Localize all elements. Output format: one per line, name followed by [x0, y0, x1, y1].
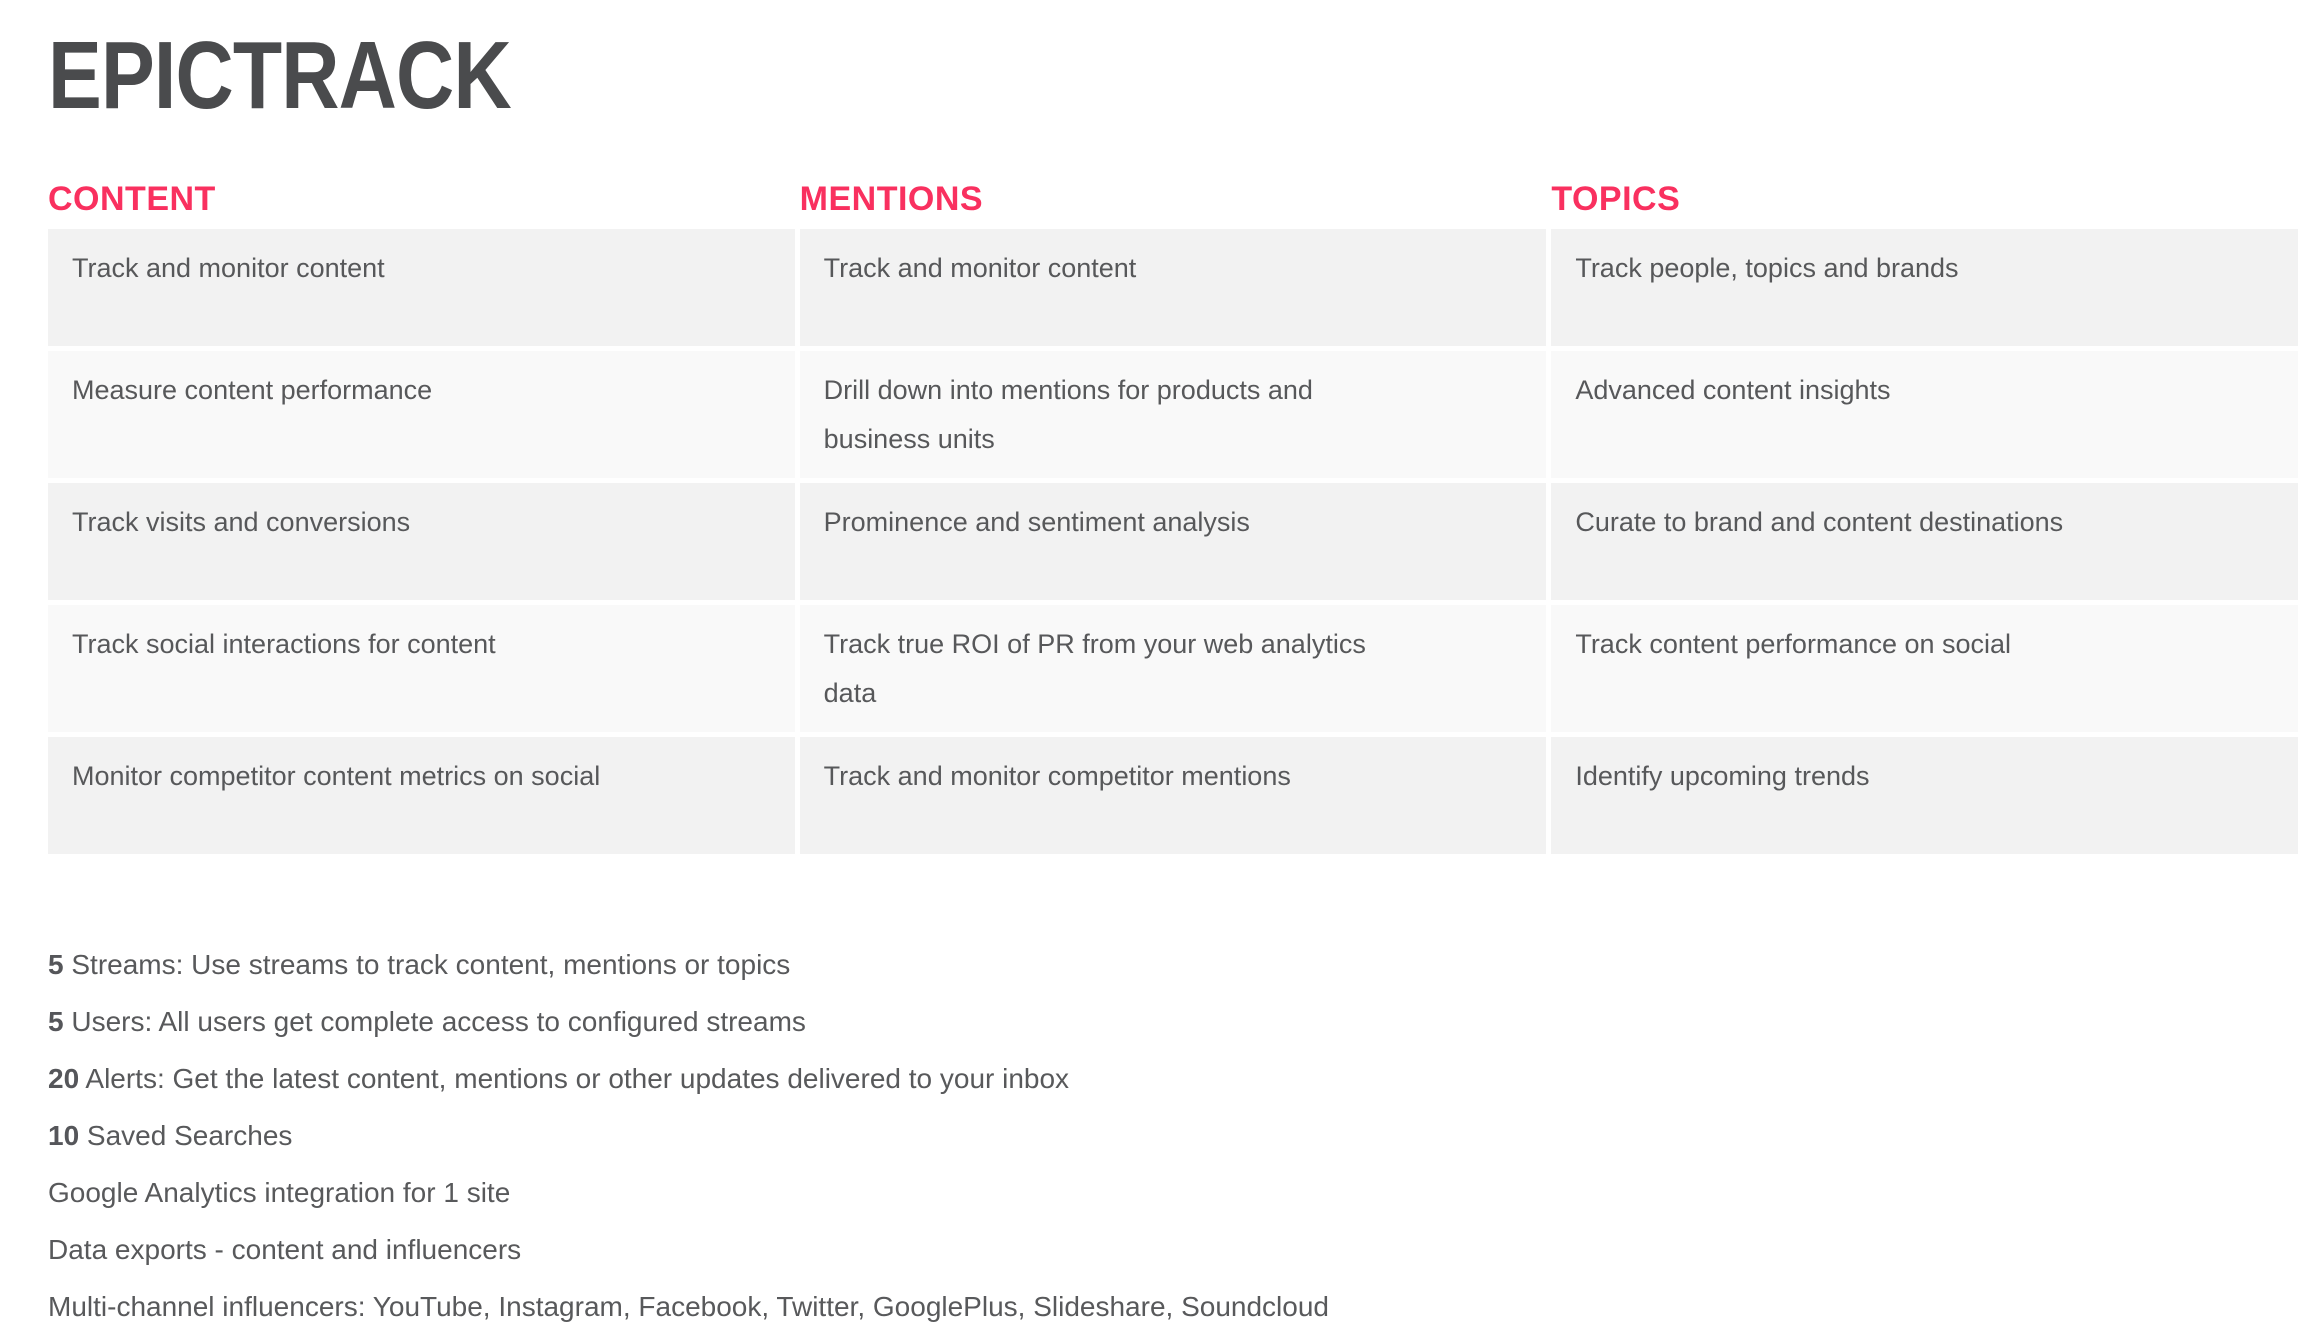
plan-value: 5	[48, 949, 64, 981]
feature-cell-mentions-2	[800, 351, 1547, 478]
plan-value: 20	[48, 1063, 80, 1095]
plan-line-google-analytics	[48, 1176, 2298, 1210]
feature-table	[48, 229, 2298, 854]
plan-text: Data exports - content and influencers	[48, 1234, 522, 1266]
feature-text: Curate to brand and content destinations	[1575, 507, 2064, 538]
feature-cell-topics-4	[1551, 605, 2298, 732]
feature-text: Track content performance on social	[1575, 629, 2012, 660]
feature-text: Track people, topics and brands	[1575, 253, 1959, 283]
column-header-content: CONTENT	[48, 180, 216, 218]
column-headers-row	[48, 182, 2298, 216]
feature-text: Track true ROI of PR from your web analytics data	[823, 629, 1366, 708]
feature-cell-topics-2	[1551, 351, 2298, 478]
feature-cell-mentions-4	[800, 605, 1547, 732]
feature-text: Identify upcoming trends	[1575, 761, 1870, 792]
plan-line-multi-channel	[48, 1290, 2298, 1324]
feature-cell-content-4	[48, 605, 795, 732]
plan-value: 5	[48, 1006, 64, 1038]
feature-cell-topics-5	[1551, 737, 2298, 854]
plan-details-list	[48, 948, 2298, 1324]
feature-text: Measure content performance	[72, 375, 433, 405]
plan-text: Streams: Use streams to track content, mentions or topics	[63, 949, 791, 981]
feature-text: Track and monitor competitor mentions	[823, 761, 1291, 792]
plan-line-streams	[48, 948, 2298, 982]
feature-cell-topics-1	[1551, 229, 2298, 346]
feature-text: Prominence and sentiment analysis	[823, 507, 1250, 538]
plan-text: Multi-channel influencers: YouTube, Instagram, Facebook, Twitter, GooglePlus, Slideshare, Soundcloud	[48, 1291, 1329, 1323]
plan-text: Saved Searches	[79, 1120, 293, 1152]
feature-cell-topics-3	[1551, 483, 2298, 600]
plan-text: Alerts: Get the latest content, mentions or other updates delivered to your inbox	[79, 1063, 1070, 1095]
plan-value: 10	[48, 1120, 80, 1152]
plan-text: Google Analytics integration for 1 site	[48, 1177, 511, 1209]
plan-line-users	[48, 1005, 2298, 1039]
feature-cell-content-1	[48, 229, 795, 346]
column-header-topics: TOPICS	[1551, 180, 1681, 218]
feature-cell-mentions-5	[800, 737, 1547, 854]
feature-text: Track and monitor content	[72, 253, 385, 283]
plan-text: Users: All users get complete access to configured streams	[63, 1006, 806, 1038]
feature-text: Track and monitor content	[823, 253, 1137, 283]
feature-text: Track visits and conversions	[72, 507, 411, 538]
feature-cell-content-3	[48, 483, 795, 600]
column-header-mentions: MENTIONS	[799, 180, 984, 218]
feature-text: Track social interactions for content	[72, 629, 496, 660]
page-title: EPICTRACK	[48, 22, 511, 129]
plan-line-data-exports	[48, 1233, 2298, 1267]
feature-text: Advanced content insights	[1575, 375, 1891, 405]
feature-text: Monitor competitor content metrics on social	[72, 761, 601, 792]
plan-line-alerts	[48, 1062, 2298, 1096]
plan-line-saved-searches	[48, 1119, 2298, 1153]
feature-cell-content-5	[48, 737, 795, 854]
feature-text: Drill down into mentions for products and business units	[823, 375, 1313, 454]
feature-cell-mentions-3	[800, 483, 1547, 600]
feature-cell-content-2	[48, 351, 795, 478]
feature-cell-mentions-1	[800, 229, 1547, 346]
